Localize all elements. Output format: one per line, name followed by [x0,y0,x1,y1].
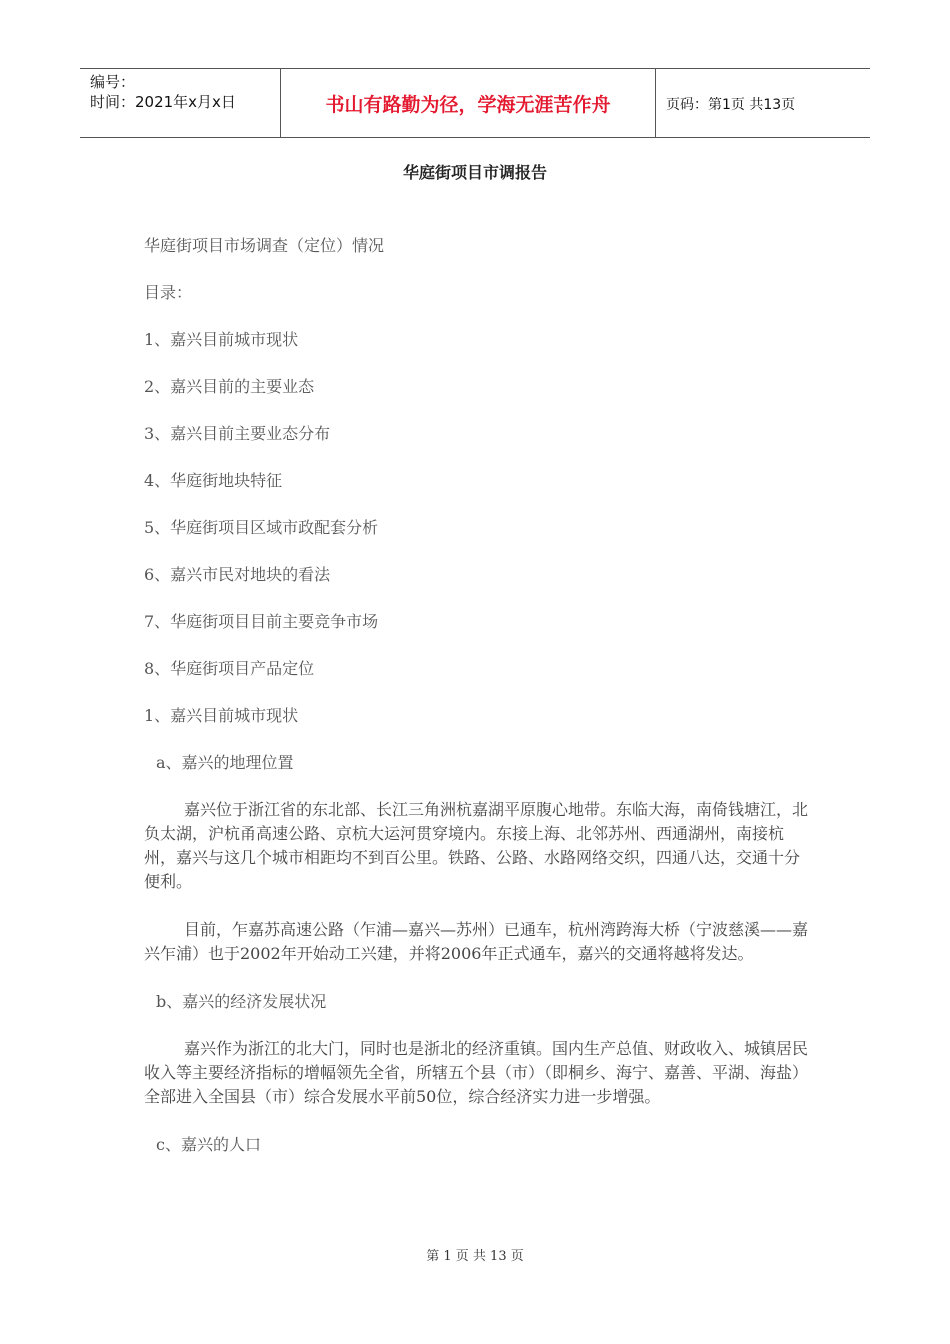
report-subtitle: 华庭街项目市场调查（定位）情况 [144,236,385,255]
toc-item: 5、华庭街项目区域市政配套分析 [144,518,379,537]
toc-item: 6、嘉兴市民对地块的看法 [144,565,331,584]
subsection-heading: a、嘉兴的地理位置 [156,753,294,772]
paragraph-economy: 嘉兴作为浙江的北大门，同时也是浙北的经济重镇。国内生产总值、财政收入、城镇居民收入等主要经济指标的增幅领先全省，所辖五个县（市）（即桐乡、海宁、嘉善、平湖、海盐）全部进入全国县（市）综合发展水平前50位，综合经济实力进一步增强。 [144,1039,809,1106]
subsection-heading: b、嘉兴的经济发展状况 [156,992,327,1011]
document-time-label: 时间：2021年x月x日 [90,93,236,111]
toc-item: 2、嘉兴目前的主要业态 [144,377,315,396]
paragraph-transport: 目前，乍嘉苏高速公路（乍浦—嘉兴—苏州）已通车，杭州湾跨海大桥（宁波慈溪——嘉兴乍浦）也于2002年开始动工兴建，并将2006年正式通车，嘉兴的交通将越将发达。 [144,920,809,963]
toc-item: 4、华庭街地块特征 [144,471,283,490]
paragraph-location: 嘉兴位于浙江省的东北部、长江三角洲杭嘉湖平原腹心地带。东临大海，南倚钱塘江，北负太湖，沪杭甬高速公路、京杭大运河贯穿境内。东接上海、北邻苏州、西通湖州，南接杭州，嘉兴与这几个城市相距均不到百公里。铁路、公路、水路网络交织，四通八达，交通十分便利。 [144,800,809,891]
header-meta-cell [80,69,280,137]
header-page-cell [656,69,870,137]
document-title: 华庭街项目市调报告 [402,163,547,182]
section-heading: 1、嘉兴目前城市现状 [144,706,299,725]
toc-item: 8、华庭街项目产品定位 [144,659,315,678]
toc-item: 7、华庭街项目目前主要竞争市场 [144,612,379,631]
toc-label: 目录： [144,283,193,302]
document-body [144,234,814,1156]
subsection-heading: c、嘉兴的人口 [156,1135,261,1154]
header-motto: 书山有路勤为径，学海无涯苦作舟 [325,94,611,116]
toc-item: 1、嘉兴目前城市现状 [144,330,299,349]
document-header [80,68,870,138]
header-motto-cell [280,69,656,137]
toc-item: 3、嘉兴目前主要业态分布 [144,424,331,443]
document-number-label: 编号： [90,73,136,91]
page-footer: 第 1 页 共 13 页 [426,1249,524,1264]
header-page-info: 页码：第1页 共13页 [666,97,796,113]
